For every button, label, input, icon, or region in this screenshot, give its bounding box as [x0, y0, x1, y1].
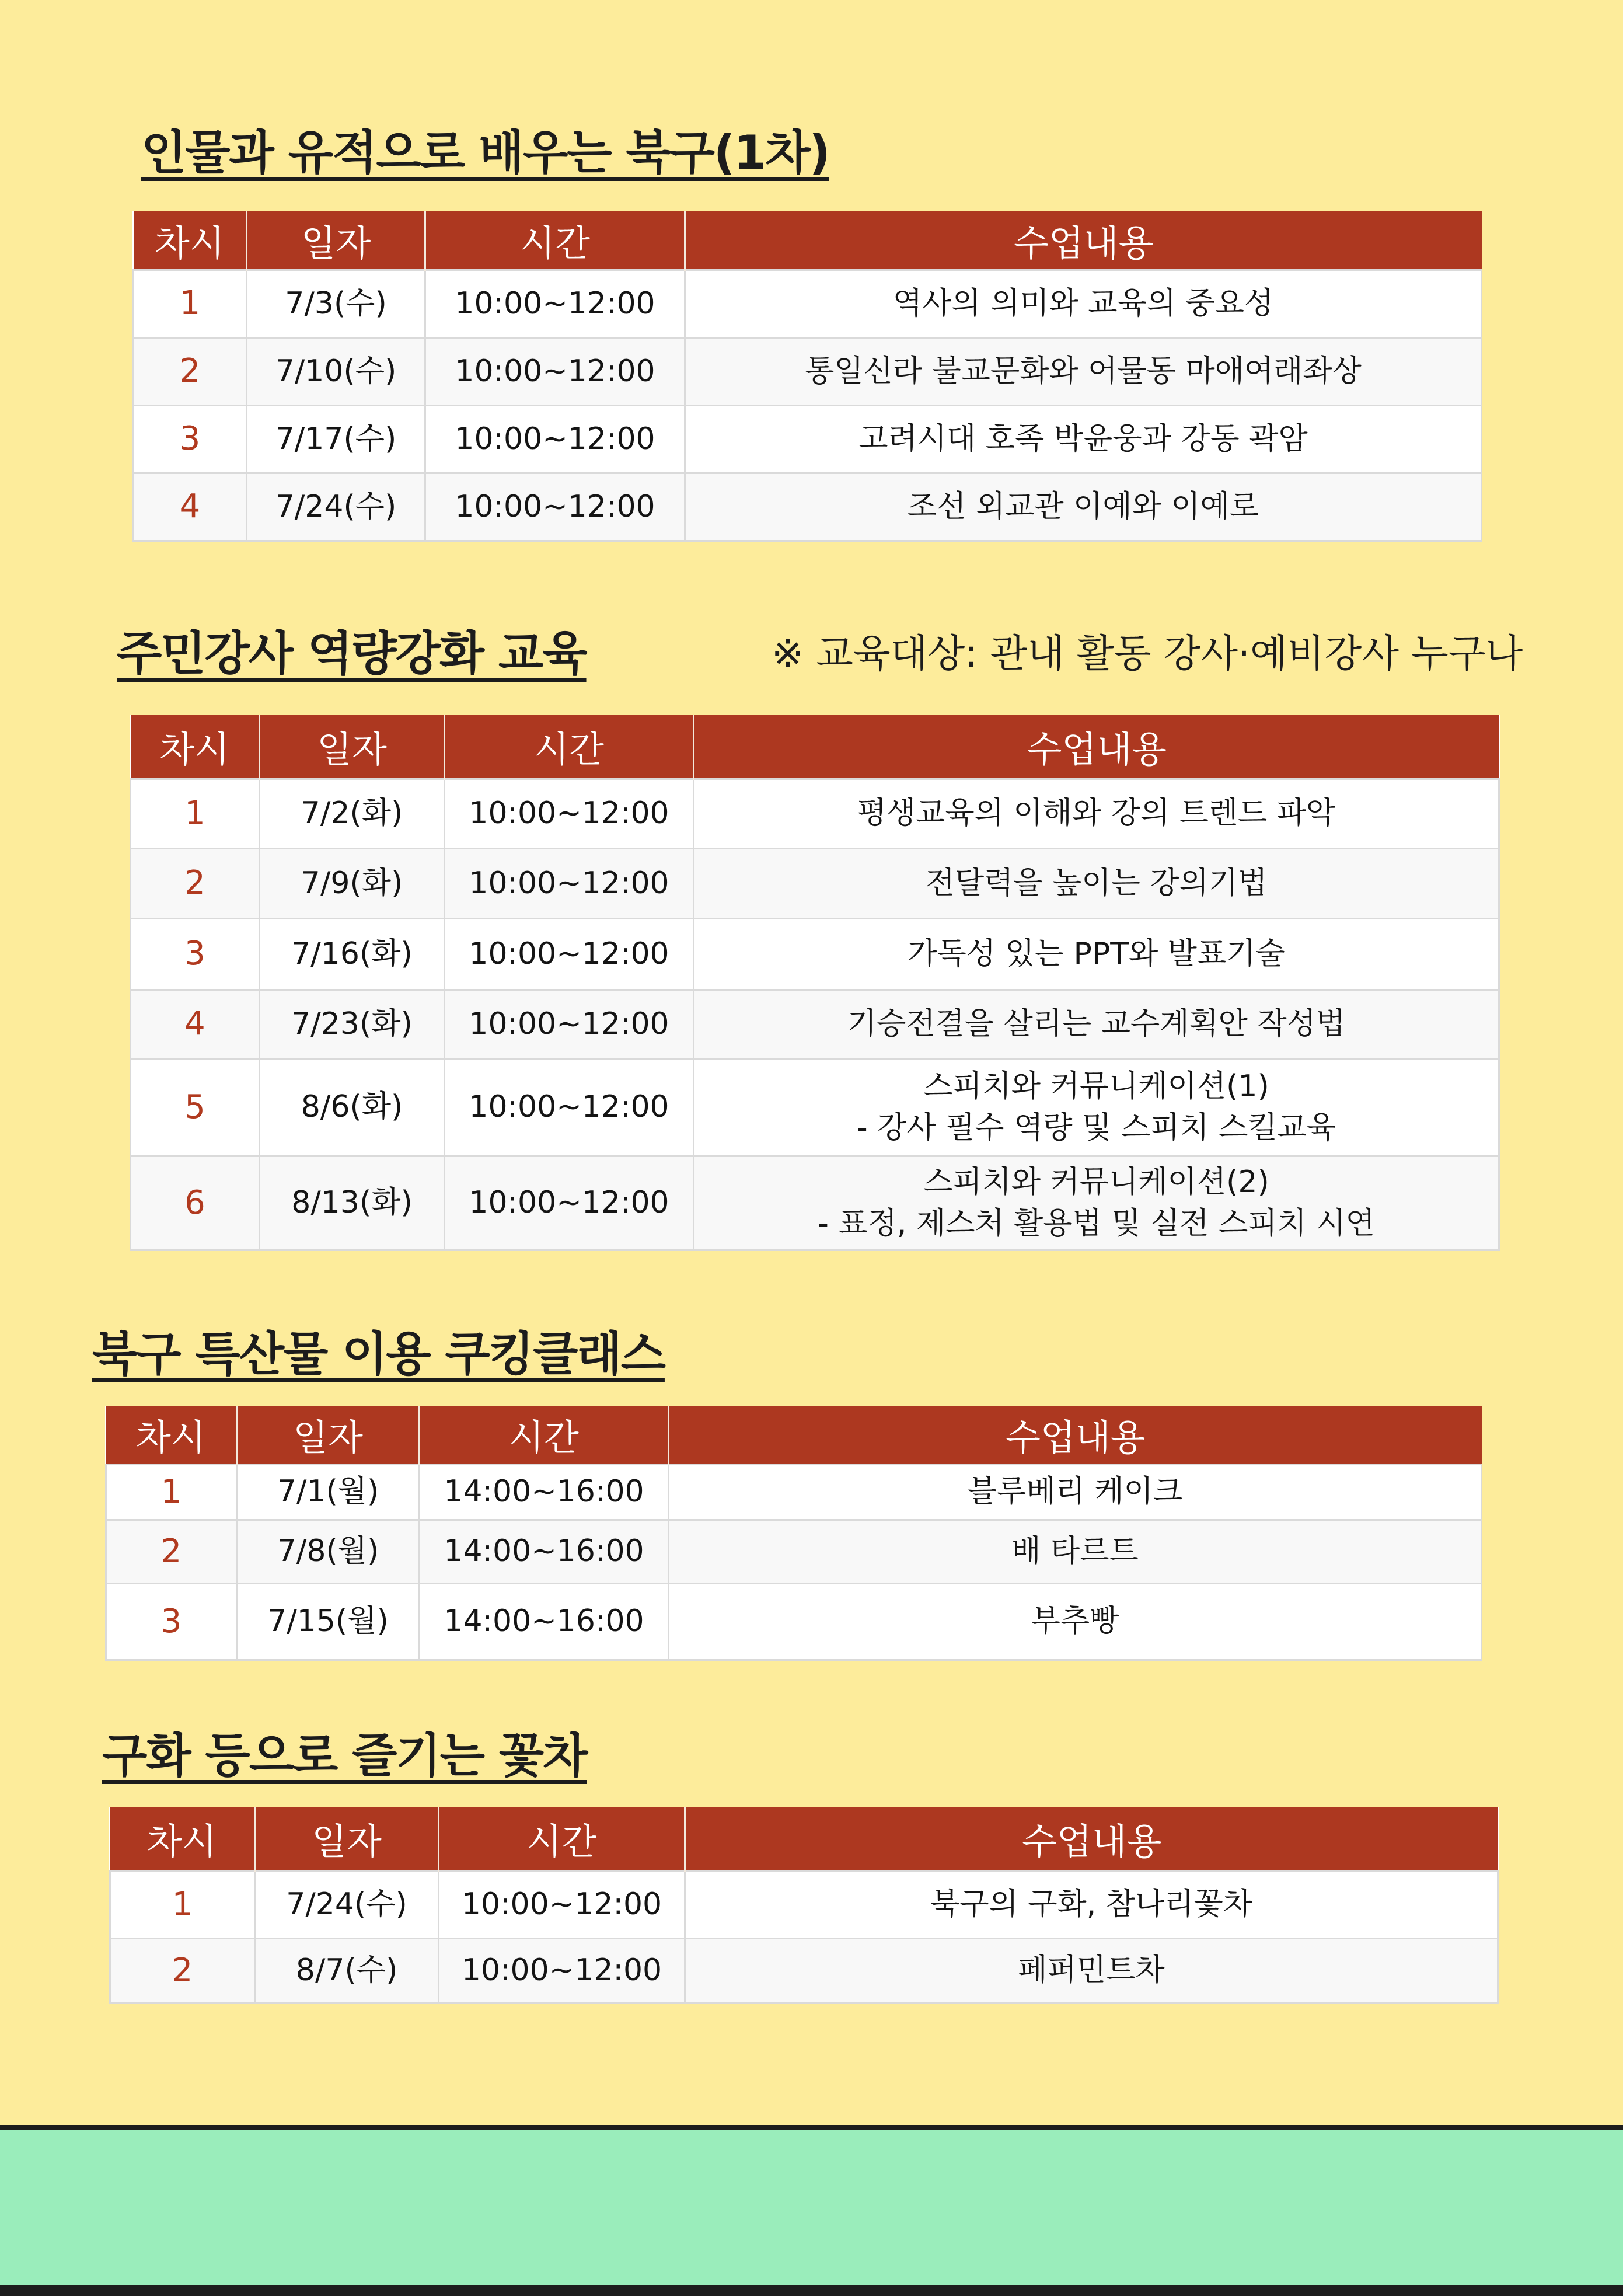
- table-row: [106, 1464, 1482, 1520]
- session-date: 8/6(화): [260, 1058, 445, 1156]
- session-content: 가독성 있는 PPT와 발표기술: [694, 918, 1499, 990]
- session-content: 통일신라 불교문화와 어물동 마애여래좌상: [685, 337, 1482, 405]
- session-time: 14:00~16:00: [420, 1464, 669, 1520]
- session-content: 조선 외교관 이예와 이예로: [685, 473, 1482, 541]
- session-content: [694, 1156, 1499, 1250]
- target-note: ※ 교육대상: 관내 활동 강사·예비강사 누구나: [772, 631, 1523, 676]
- schedule-table: [109, 1807, 1499, 2004]
- header-date: 일자: [237, 1406, 420, 1464]
- session-date: 7/24(수): [255, 1871, 439, 1938]
- session-date: 7/23(화): [260, 990, 445, 1058]
- session-date: 7/1(월): [237, 1464, 420, 1520]
- header-date: 일자: [255, 1807, 439, 1871]
- content-line: - 표정, 제스처 활용법 및 실전 스피치 시연: [818, 1206, 1375, 1241]
- table-row: [106, 1520, 1482, 1583]
- session-date: 8/13(화): [260, 1156, 445, 1250]
- session-content: 전달력을 높이는 강의기법: [694, 848, 1499, 918]
- session-time: 10:00~12:00: [425, 473, 685, 541]
- table-row: [131, 990, 1499, 1058]
- section-title: 주민강사 역량강화 교육: [117, 626, 587, 681]
- table-row: [134, 405, 1482, 473]
- schedule-table: [130, 715, 1500, 1251]
- session-number: 1: [134, 270, 247, 337]
- session-time: 10:00~12:00: [445, 779, 694, 848]
- content-line: 스피치와 커뮤니케이션(2): [923, 1165, 1269, 1200]
- session-number: 4: [131, 990, 260, 1058]
- session-time: 10:00~12:00: [445, 1058, 694, 1156]
- content-line: - 강사 필수 역량 및 스피치 스킬교육: [856, 1110, 1336, 1145]
- session-number: 2: [110, 1938, 255, 2003]
- footer-band: [0, 2130, 1623, 2285]
- session-date: 7/10(수): [247, 337, 425, 405]
- session-date: 7/9(화): [260, 848, 445, 918]
- header-content: 수업내용: [685, 211, 1482, 270]
- session-date: 7/2(화): [260, 779, 445, 848]
- header-session: 차시: [131, 715, 260, 779]
- header-session: 차시: [134, 211, 247, 270]
- session-number: 1: [106, 1464, 237, 1520]
- table-row: [134, 270, 1482, 337]
- footer-bottom-border: [0, 2285, 1623, 2296]
- session-number: 3: [134, 405, 247, 473]
- session-date: 7/3(수): [247, 270, 425, 337]
- session-time: 10:00~12:00: [425, 270, 685, 337]
- session-time: 14:00~16:00: [420, 1520, 669, 1583]
- session-number: 2: [134, 337, 247, 405]
- session-number: 3: [131, 918, 260, 990]
- session-number: 3: [106, 1583, 237, 1660]
- session-number: 2: [131, 848, 260, 918]
- table-row: [131, 918, 1499, 990]
- table-row: [106, 1583, 1482, 1660]
- session-number: 2: [106, 1520, 237, 1583]
- session-time: 10:00~12:00: [425, 405, 685, 473]
- session-time: 14:00~16:00: [420, 1583, 669, 1660]
- session-date: 7/24(수): [247, 473, 425, 541]
- schedule-table: [132, 211, 1482, 542]
- table-row: [134, 473, 1482, 541]
- table-row: [110, 1938, 1498, 2003]
- session-number: 4: [134, 473, 247, 541]
- table-row: [131, 1156, 1499, 1250]
- session-number: 5: [131, 1058, 260, 1156]
- header-date: 일자: [247, 211, 425, 270]
- header-content: 수업내용: [694, 715, 1499, 779]
- section-title: 인물과 유적으로 배우는 북구(1차): [141, 126, 829, 180]
- header-time: 시간: [439, 1807, 685, 1871]
- header-date: 일자: [260, 715, 445, 779]
- header-content: 수업내용: [685, 1807, 1498, 1871]
- session-time: 10:00~12:00: [445, 1156, 694, 1250]
- session-number: 6: [131, 1156, 260, 1250]
- session-time: 10:00~12:00: [445, 848, 694, 918]
- session-date: 7/17(수): [247, 405, 425, 473]
- session-date: 7/16(화): [260, 918, 445, 990]
- session-content: 부추빵: [669, 1583, 1482, 1660]
- session-content: 배 타르트: [669, 1520, 1482, 1583]
- session-date: 8/7(수): [255, 1938, 439, 2003]
- session-time: 10:00~12:00: [445, 918, 694, 990]
- session-date: 7/8(월): [237, 1520, 420, 1583]
- table-row: [131, 779, 1499, 848]
- session-content: 페퍼민트차: [685, 1938, 1498, 2003]
- table-row: [131, 1058, 1499, 1156]
- session-time: 10:00~12:00: [439, 1938, 685, 2003]
- session-content: 평생교육의 이해와 강의 트렌드 파악: [694, 779, 1499, 848]
- content-line: 스피치와 커뮤니케이션(1): [923, 1069, 1269, 1105]
- session-content: 북구의 구화, 참나리꽃차: [685, 1871, 1498, 1938]
- session-content: 기승전결을 살리는 교수계획안 작성법: [694, 990, 1499, 1058]
- header-time: 시간: [445, 715, 694, 779]
- header-time: 시간: [420, 1406, 669, 1464]
- table-row: [134, 337, 1482, 405]
- session-number: 1: [110, 1871, 255, 1938]
- schedule-table: [105, 1406, 1482, 1661]
- header-session: 차시: [110, 1807, 255, 1871]
- section-title: 북구 특산물 이용 쿠킹클래스: [92, 1327, 665, 1381]
- table-row: [110, 1871, 1498, 1938]
- session-time: 10:00~12:00: [445, 990, 694, 1058]
- header-content: 수업내용: [669, 1406, 1482, 1464]
- session-content: 고려시대 호족 박윤웅과 강동 곽암: [685, 405, 1482, 473]
- header-session: 차시: [106, 1406, 237, 1464]
- table-row: [131, 848, 1499, 918]
- session-number: 1: [131, 779, 260, 848]
- session-time: 10:00~12:00: [425, 337, 685, 405]
- session-date: 7/15(월): [237, 1583, 420, 1660]
- section-title: 구화 등으로 즐기는 꽃차: [102, 1729, 587, 1783]
- session-content: 역사의 의미와 교육의 중요성: [685, 270, 1482, 337]
- footer-divider: [0, 2125, 1623, 2130]
- session-content: 블루베리 케이크: [669, 1464, 1482, 1520]
- header-time: 시간: [425, 211, 685, 270]
- session-time: 10:00~12:00: [439, 1871, 685, 1938]
- session-content: [694, 1058, 1499, 1156]
